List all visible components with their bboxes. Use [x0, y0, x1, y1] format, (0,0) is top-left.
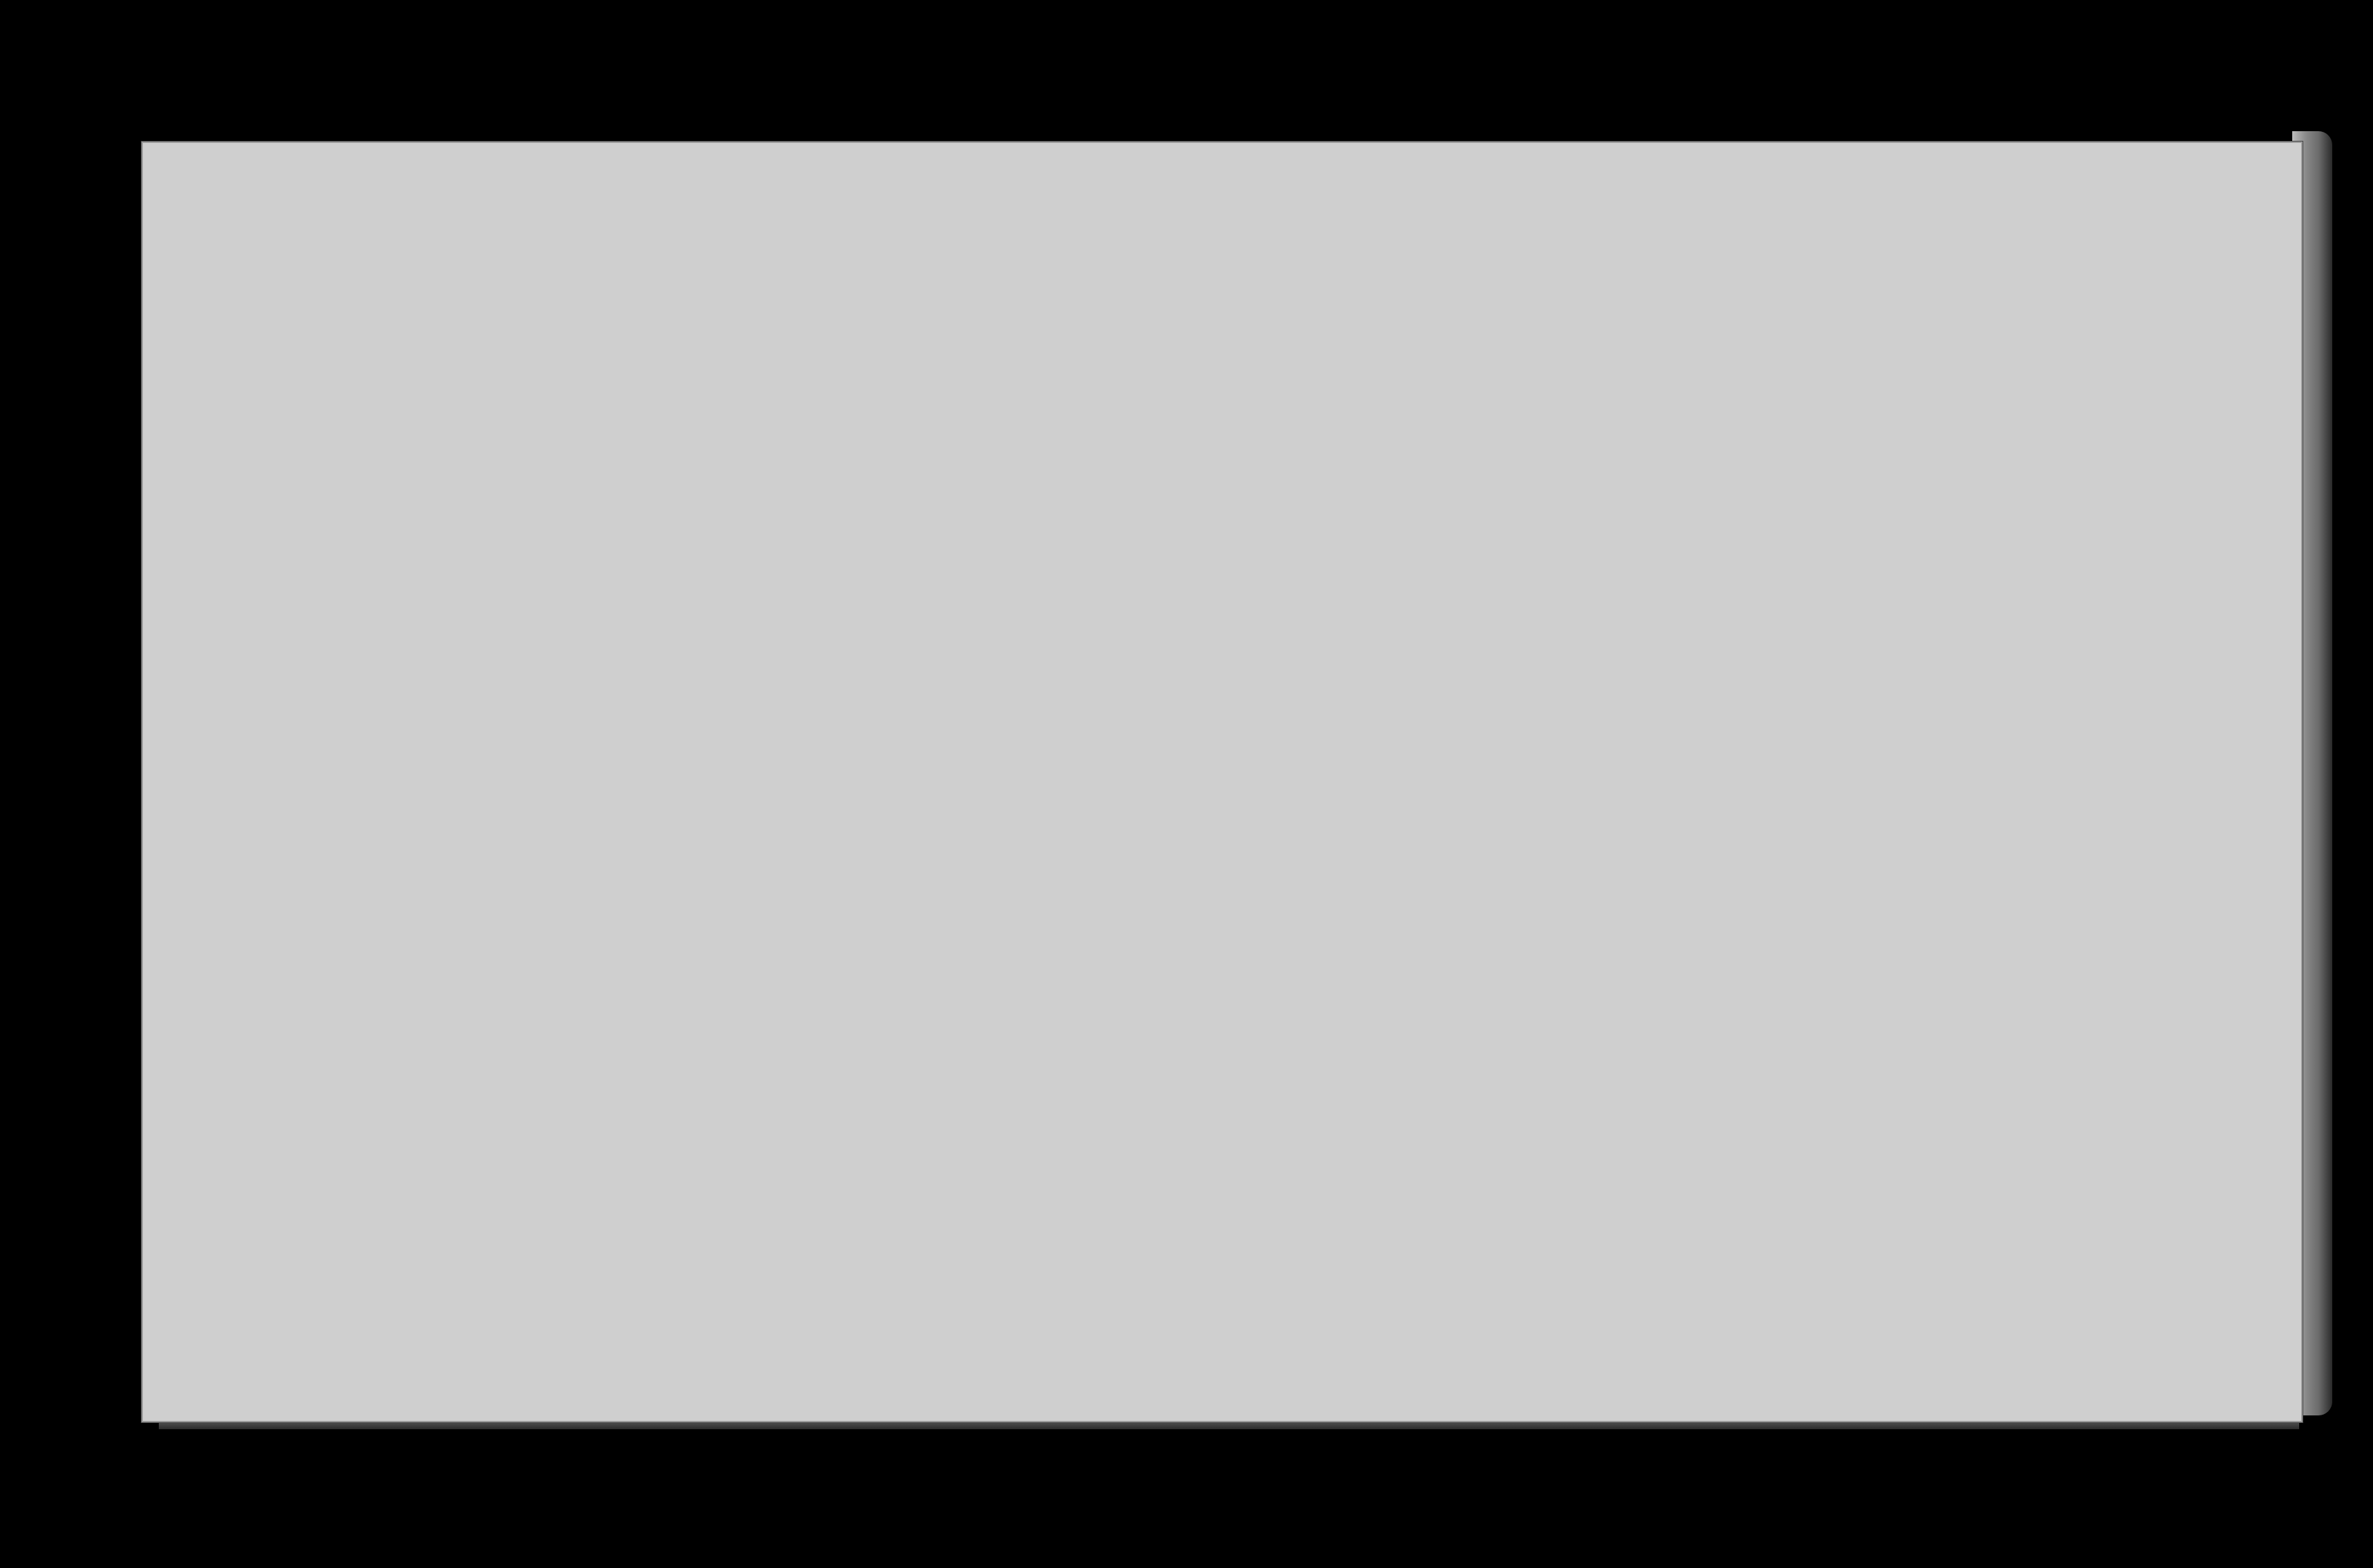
census-card	[142, 142, 2303, 1422]
rent-table	[143, 143, 2303, 1422]
